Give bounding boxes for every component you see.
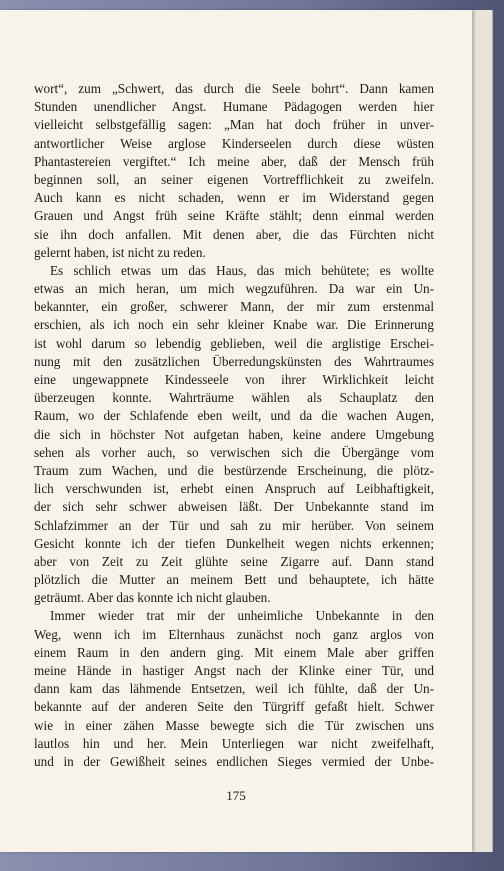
page-number: 175 (226, 788, 246, 803)
text-line: geträumt. Aber das konnte ich nicht glauben. (34, 590, 271, 606)
text-line: Auch kann es nicht schaden, wenn er im Widerstand gegen (34, 190, 434, 206)
text-line: Raum, wo der Schlafende eben weilt, und da die wachen Augen, (34, 408, 434, 424)
text-line: Stunden unendlicher Angst. Humane Pädagogen werden hier (34, 99, 434, 115)
text-line: lich verschwunden ist, erhebt einen Anspruch auf Leibhaftigkeit, (34, 481, 434, 497)
text-line: Immer wieder trat mir der unheimliche Unbekannte in den (50, 608, 434, 624)
text-line: erschien, als ich noch ein sehr kleiner Knabe war. Die Erinnerung (34, 317, 434, 333)
text-line: wie in einer zähen Masse bewegte sich die Tür zwischen uns (34, 717, 434, 733)
text-line: antwortlicher Weise arglose Kinderseelen durch diese wüsten (34, 135, 434, 151)
text-line: einem Raum in den andern ging. Mit einem Male aber griffen (34, 644, 434, 660)
text-line: plötzlich die Mutter an meinem Bett und behauptete, ich hätte (34, 572, 434, 588)
page-edges (470, 10, 493, 852)
text-line: gelernt haben, ist nicht zu reden. (34, 244, 206, 260)
text-line: eine ungewappnete Kindesseele von ihrer Wirklichkeit leicht (34, 372, 434, 387)
text-line: vielleicht selbstgefällig sagen: „Man hat doch früher in unver- (34, 117, 434, 133)
text-line: und in der Gewißheit seines endlichen Sieges vermied der Unbe- (34, 753, 434, 769)
text-line: meine Hände in hastiger Angst nach der Klinke einer Tür, und (34, 663, 434, 678)
text-line: Grauen und Angst früh seine Kräfte stählt; denn einmal werden (34, 208, 434, 224)
text-line: nung mit den zusätzlichen Überredungskünsten des Wahrtraumes (34, 353, 434, 369)
text-line: ist wohl darum so lebendig geblieben, weil die arglistige Erschei- (34, 335, 434, 351)
text-line: die sich in höchster Not aufgetan haben, keine andere Umgebung (34, 426, 434, 442)
text-line: sie ihn doch anfallen. Mit denen aber, die das Fürchten nicht (34, 226, 434, 242)
text-line: etwas an mich heran, um mich wegzuführen. Da war ein Un- (34, 281, 434, 297)
text-line: Gesicht konnte ich der tiefen Dunkelheit wegen nichts erkennen; (34, 535, 434, 551)
text-line: beginnen soll, an seiner eigenen Vortrefflichkeit zu zweifeln. (34, 171, 434, 187)
book-page (0, 10, 472, 852)
text-line: wort“, zum „Schwert, das durch die Seele bohrt“. Dann kamen (34, 81, 434, 96)
page-text (34, 80, 434, 771)
text-line: Phantastereien vergiftet.“ Ich meine aber, daß der Mensch früh (34, 153, 434, 169)
text-line: Schlafzimmer an der Tür und sah zu mir herüber. Von seinem (34, 517, 434, 533)
text-line: Traum zum Wachen, und die bestürzende Erscheinung, die plötz- (34, 462, 434, 478)
text-line: bekannte auf der anderen Seite den Türgriff gefaßt hielt. Schwer (34, 699, 434, 715)
text-line: dann kam das lähmende Entsetzen, weil ich fühlte, daß der Un- (34, 681, 434, 697)
text-line: Es schlich etwas um das Haus, das mich behütete; es wollte (50, 262, 434, 278)
text-line: überzeugen konnte. Wahrträume wählen als Schauplatz den (34, 390, 434, 406)
text-line: sehen als vorher auch, so verwischen sich die Übergänge vom (34, 444, 434, 460)
text-line: Weg, wenn ich im Elternhaus zunächst noch ganz arglos von (34, 626, 434, 642)
text-line: lautlos hin und her. Mein Unterliegen war nicht zweifelhaft, (34, 735, 434, 751)
text-line: der sich sehr schwer abweisen läßt. Der Unbekannte stand im (34, 499, 434, 515)
text-line: bekannter, ein großer, schwerer Mann, der mir zum erstenmal (34, 299, 434, 315)
text-line: aber von Zeit zu Zeit glühte seine Zigarre auf. Dann stand (34, 553, 434, 569)
